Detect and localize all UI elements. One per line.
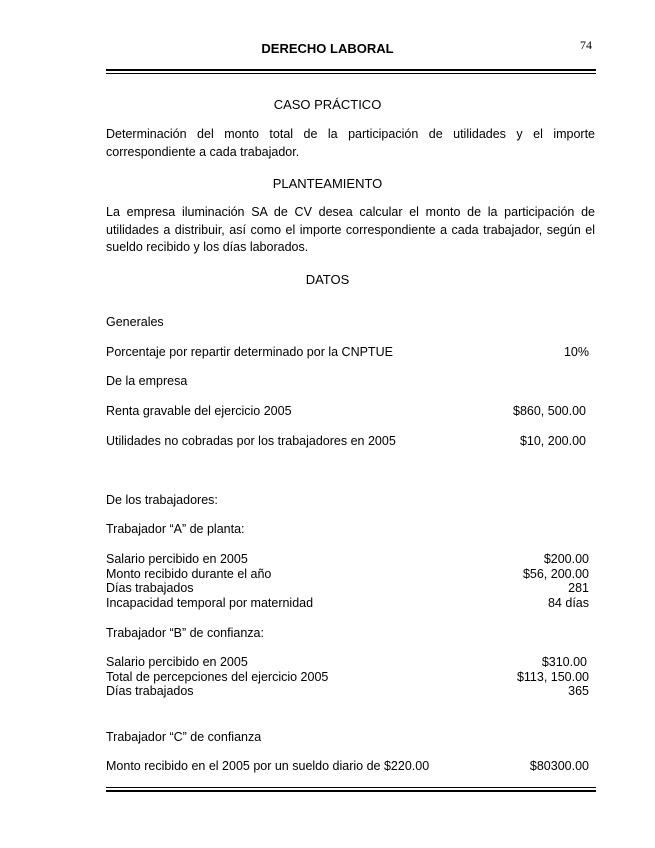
objective-text: Determinación del monto total de la participación de utilidades y el importe correspondiente a cada trabajador.: [106, 127, 595, 159]
worker-b-row-value: $310.00: [541, 655, 587, 669]
taxable-income-label: Renta gravable del ejercicio 2005: [106, 404, 292, 418]
worker-a-row-label: Incapacidad temporal por maternidad: [106, 595, 314, 610]
worker-b-heading: Trabajador “B” de confianza:: [106, 626, 264, 640]
uncollected-profits-label: Utilidades no cobradas por los trabajadores en 2005: [106, 434, 396, 448]
worker-b-row-label: Total de percepciones del ejercicio 2005: [106, 669, 329, 684]
header-title: DERECHO LABORAL: [261, 41, 394, 56]
worker-c-heading: Trabajador “C” de confianza: [106, 730, 262, 744]
taxable-income-value: $860, 500.00: [513, 404, 586, 418]
objective-paragraph: [106, 126, 595, 161]
worker-a-row-value: $200.00: [543, 552, 589, 566]
case-title: CASO PRÁCTICO: [273, 97, 382, 112]
worker-a-row-label: Monto recibido durante el año: [106, 566, 272, 581]
worker-a-row-value: 84 días: [547, 595, 589, 610]
footer-rule-thick: [106, 790, 596, 792]
worker-b-row-label: Salario percibido en 2005: [106, 655, 248, 669]
worker-b-row-value: $113, 150.00: [516, 669, 589, 684]
footer-rule-thin: [106, 787, 596, 788]
approach-text: La empresa iluminación SA de CV desea calcular el monto de la participación de utilidades a distribuir, así como el importe correspondiente a cada trabajador, según el sueldo recibido y los días laborados.: [106, 205, 595, 254]
worker-c-row-label: Monto recibido en el 2005 por un sueldo diario de $220.00: [106, 759, 430, 773]
percentage-label: Porcentaje por repartir determinado por la CNPTUE: [106, 345, 393, 359]
worker-a-row-label: Salario percibido en 2005: [106, 552, 248, 566]
page-number: 74: [580, 38, 592, 52]
approach-title: PLANTEAMIENTO: [272, 176, 383, 191]
company-heading: De la empresa: [106, 374, 188, 388]
approach-paragraph: [106, 204, 595, 257]
data-title: DATOS: [305, 272, 350, 287]
worker-a-row-value: $56, 200.00: [522, 566, 589, 581]
percentage-value: 10%: [563, 345, 589, 359]
header-rule-thick: [106, 69, 596, 71]
worker-c-row-value: $80300.00: [529, 759, 589, 773]
worker-b-row-label: Días trabajados: [106, 684, 194, 698]
header-rule-thin: [106, 73, 596, 74]
workers-heading: De los trabajadores:: [106, 493, 218, 507]
worker-a-row-label: Días trabajados: [106, 581, 194, 595]
worker-a-heading: Trabajador “A” de planta:: [106, 522, 245, 536]
general-heading: Generales: [106, 315, 164, 329]
uncollected-profits-value: $10, 200.00: [519, 434, 586, 448]
worker-b-row-value: 365: [568, 684, 589, 698]
worker-a-row-value: 281: [568, 581, 589, 595]
